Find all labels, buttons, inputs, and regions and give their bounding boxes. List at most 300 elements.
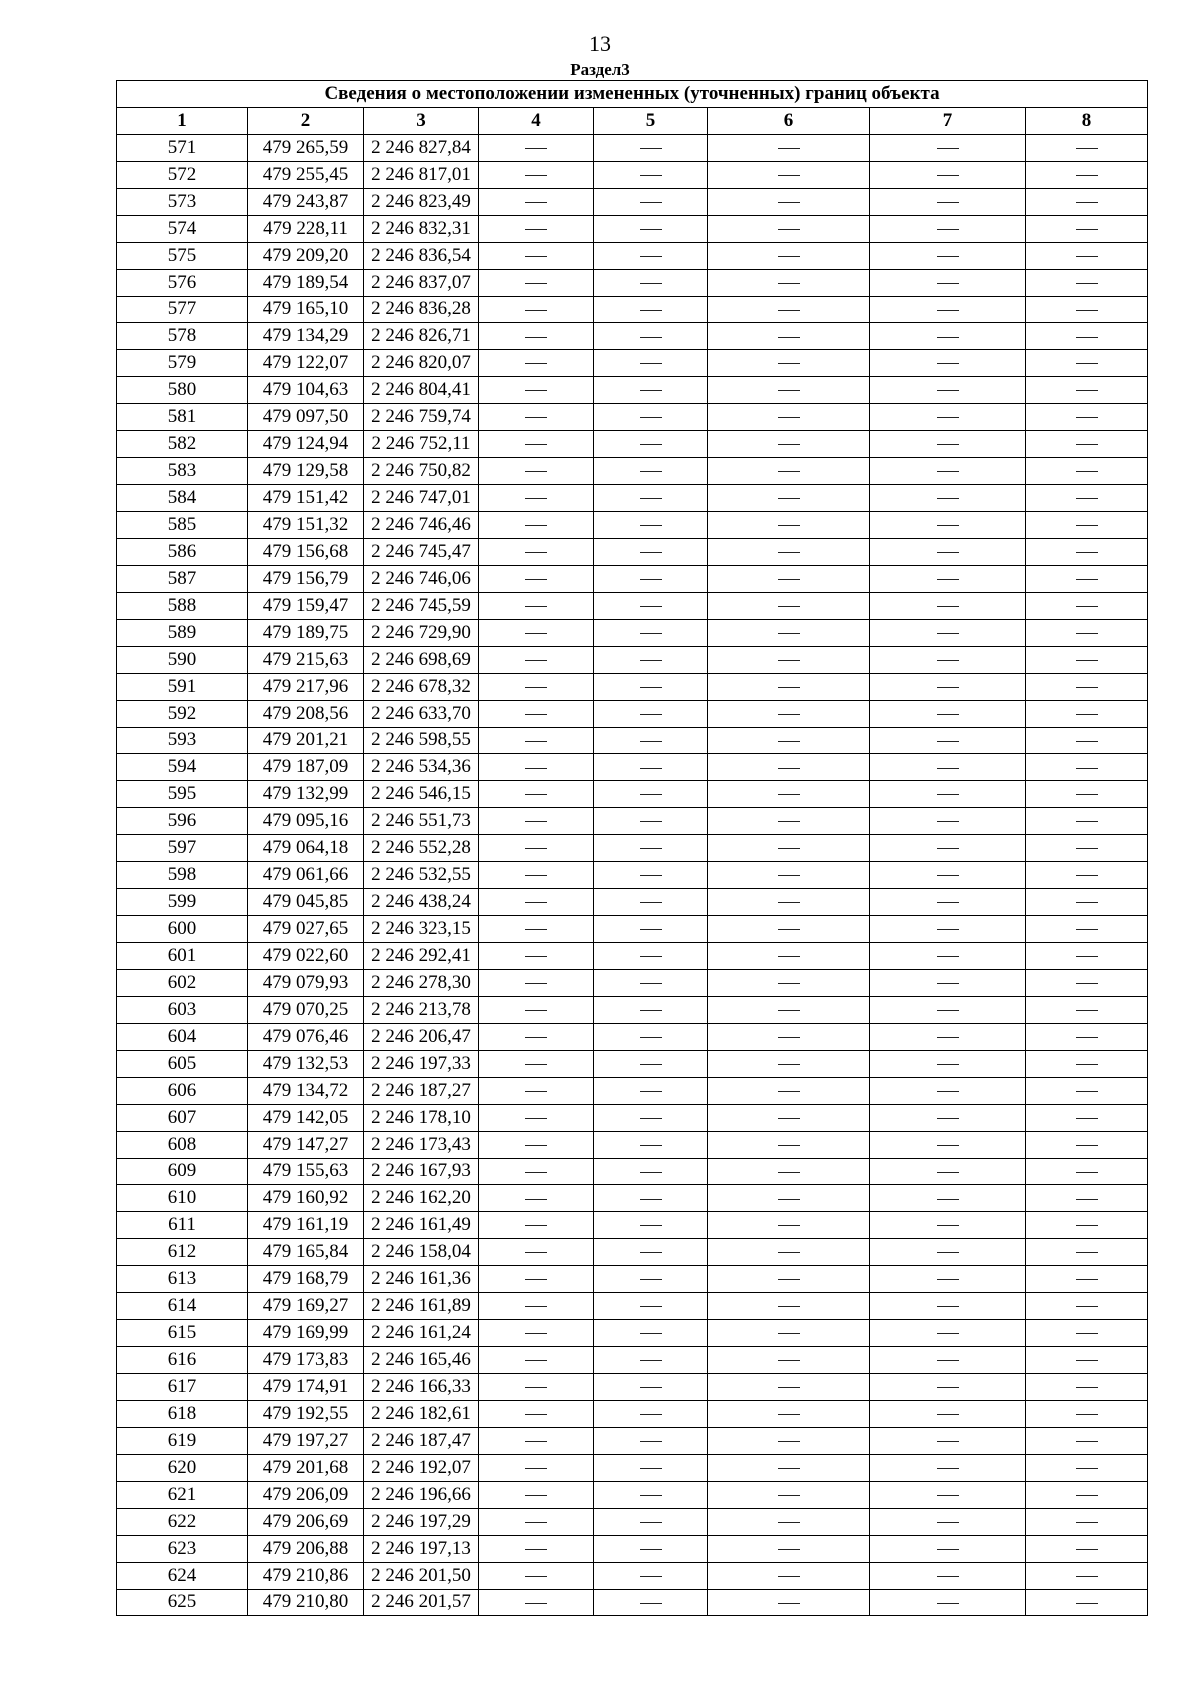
dash-mark (640, 363, 662, 364)
dash-mark (778, 552, 800, 553)
empty-value-cell (870, 458, 1026, 485)
dash-mark (1076, 956, 1098, 957)
dash-mark (1076, 768, 1098, 769)
y-coordinate-cell: 2 246 158,04 (364, 1239, 479, 1266)
dash-mark (1076, 1064, 1098, 1065)
dash-mark (640, 283, 662, 284)
empty-value-cell (708, 1400, 870, 1427)
empty-value-cell (708, 1266, 870, 1293)
dash-mark (778, 1522, 800, 1523)
dash-mark (525, 929, 547, 930)
dash-mark (1076, 1603, 1098, 1604)
empty-value-cell (708, 1077, 870, 1104)
y-coordinate-cell: 2 246 534,36 (364, 754, 479, 781)
x-coordinate-cell: 479 122,07 (248, 350, 364, 377)
dash-mark (1076, 337, 1098, 338)
dash-mark (525, 1549, 547, 1550)
dash-mark (1076, 579, 1098, 580)
y-coordinate-cell: 2 246 206,47 (364, 1023, 479, 1050)
point-number-cell: 589 (117, 619, 248, 646)
dash-mark (778, 1279, 800, 1280)
empty-value-cell (594, 673, 708, 700)
dash-mark (1076, 741, 1098, 742)
y-coordinate-cell: 2 246 820,07 (364, 350, 479, 377)
point-number-cell: 624 (117, 1562, 248, 1589)
dash-mark (525, 1306, 547, 1307)
table-row (117, 1158, 1148, 1185)
dash-mark (525, 1495, 547, 1496)
y-coordinate-cell: 2 246 201,50 (364, 1562, 479, 1589)
y-coordinate-cell: 2 246 546,15 (364, 781, 479, 808)
dash-mark (1076, 687, 1098, 688)
empty-value-cell (1026, 700, 1148, 727)
dash-mark (778, 956, 800, 957)
empty-value-cell (594, 512, 708, 539)
dash-mark (525, 1037, 547, 1038)
dash-mark (1076, 148, 1098, 149)
empty-value-cell (870, 592, 1026, 619)
empty-value-cell (708, 1347, 870, 1374)
empty-value-cell (1026, 161, 1148, 188)
empty-value-cell (870, 296, 1026, 323)
empty-value-cell (708, 646, 870, 673)
dash-mark (525, 956, 547, 957)
dash-mark (525, 983, 547, 984)
dash-mark (640, 579, 662, 580)
empty-value-cell (594, 1023, 708, 1050)
dash-mark (778, 1064, 800, 1065)
empty-value-cell (479, 1347, 594, 1374)
dash-mark (1076, 1441, 1098, 1442)
empty-value-cell (870, 215, 1026, 242)
dash-mark (778, 1468, 800, 1469)
table-row (117, 1374, 1148, 1401)
dash-mark (525, 1360, 547, 1361)
y-coordinate-cell: 2 246 698,69 (364, 646, 479, 673)
empty-value-cell (594, 1400, 708, 1427)
empty-value-cell (1026, 323, 1148, 350)
x-coordinate-cell: 479 160,92 (248, 1185, 364, 1212)
point-number-cell: 596 (117, 808, 248, 835)
y-coordinate-cell: 2 246 532,55 (364, 862, 479, 889)
dash-mark (778, 337, 800, 338)
point-number-cell: 610 (117, 1185, 248, 1212)
table-row (117, 1400, 1148, 1427)
empty-value-cell (870, 188, 1026, 215)
empty-value-cell (1026, 808, 1148, 835)
empty-value-cell (708, 242, 870, 269)
empty-value-cell (708, 1239, 870, 1266)
dash-mark (525, 202, 547, 203)
dash-mark (1076, 1252, 1098, 1253)
dash-mark (525, 794, 547, 795)
empty-value-cell (870, 1374, 1026, 1401)
empty-value-cell (708, 1320, 870, 1347)
dash-mark (1076, 1549, 1098, 1550)
dash-mark (525, 229, 547, 230)
dash-mark (937, 1037, 959, 1038)
table-row (117, 458, 1148, 485)
empty-value-cell (479, 377, 594, 404)
dash-mark (1076, 1522, 1098, 1523)
table-row (117, 1077, 1148, 1104)
x-coordinate-cell: 479 132,99 (248, 781, 364, 808)
empty-value-cell (479, 889, 594, 916)
empty-value-cell (870, 754, 1026, 781)
empty-value-cell (594, 242, 708, 269)
column-header: 2 (248, 107, 364, 134)
point-number-cell: 572 (117, 161, 248, 188)
empty-value-cell (708, 1131, 870, 1158)
dash-mark (937, 956, 959, 957)
empty-value-cell (594, 161, 708, 188)
empty-value-cell (708, 485, 870, 512)
empty-value-cell (1026, 1023, 1148, 1050)
dash-mark (937, 1172, 959, 1173)
empty-value-cell (479, 1293, 594, 1320)
empty-value-cell (708, 700, 870, 727)
empty-value-cell (870, 565, 1026, 592)
point-number-cell: 580 (117, 377, 248, 404)
x-coordinate-cell: 479 064,18 (248, 835, 364, 862)
table-row (117, 646, 1148, 673)
y-coordinate-cell: 2 246 823,49 (364, 188, 479, 215)
point-number-cell: 571 (117, 134, 248, 161)
y-coordinate-cell: 2 246 323,15 (364, 916, 479, 943)
dash-mark (525, 525, 547, 526)
empty-value-cell (870, 377, 1026, 404)
empty-value-cell (594, 889, 708, 916)
dash-mark (640, 1603, 662, 1604)
point-number-cell: 605 (117, 1050, 248, 1077)
empty-value-cell (1026, 835, 1148, 862)
empty-value-cell (708, 323, 870, 350)
empty-value-cell (479, 350, 594, 377)
y-coordinate-cell: 2 246 165,46 (364, 1347, 479, 1374)
point-number-cell: 616 (117, 1347, 248, 1374)
dash-mark (1076, 498, 1098, 499)
y-coordinate-cell: 2 246 837,07 (364, 269, 479, 296)
dash-mark (640, 1387, 662, 1388)
x-coordinate-cell: 479 197,27 (248, 1427, 364, 1454)
y-coordinate-cell: 2 246 817,01 (364, 161, 479, 188)
point-number-cell: 591 (117, 673, 248, 700)
dash-mark (778, 1495, 800, 1496)
dash-mark (778, 229, 800, 230)
x-coordinate-cell: 479 210,80 (248, 1589, 364, 1616)
empty-value-cell (1026, 1320, 1148, 1347)
empty-value-cell (479, 269, 594, 296)
empty-value-cell (594, 1050, 708, 1077)
dash-mark (1076, 1333, 1098, 1334)
x-coordinate-cell: 479 151,32 (248, 512, 364, 539)
dash-mark (937, 633, 959, 634)
point-number-cell: 581 (117, 404, 248, 431)
empty-value-cell (1026, 404, 1148, 431)
empty-value-cell (594, 1535, 708, 1562)
dash-mark (1076, 929, 1098, 930)
dash-mark (778, 875, 800, 876)
empty-value-cell (594, 1347, 708, 1374)
empty-value-cell (870, 1158, 1026, 1185)
x-coordinate-cell: 479 255,45 (248, 161, 364, 188)
dash-mark (640, 1118, 662, 1119)
dash-mark (525, 1199, 547, 1200)
point-number-cell: 617 (117, 1374, 248, 1401)
dash-mark (525, 1468, 547, 1469)
dash-mark (937, 1495, 959, 1496)
dash-mark (937, 1522, 959, 1523)
dash-mark (937, 1279, 959, 1280)
dash-mark (778, 1549, 800, 1550)
table-row (117, 700, 1148, 727)
table-row (117, 188, 1148, 215)
empty-value-cell (1026, 754, 1148, 781)
empty-value-cell (1026, 781, 1148, 808)
point-number-cell: 620 (117, 1454, 248, 1481)
empty-value-cell (479, 161, 594, 188)
table-row (117, 1347, 1148, 1374)
dash-mark (1076, 1172, 1098, 1173)
y-coordinate-cell: 2 246 836,54 (364, 242, 479, 269)
point-number-cell: 601 (117, 943, 248, 970)
empty-value-cell (594, 1266, 708, 1293)
dash-mark (640, 390, 662, 391)
dash-mark (1076, 1199, 1098, 1200)
dash-mark (937, 794, 959, 795)
dash-mark (1076, 714, 1098, 715)
empty-value-cell (870, 808, 1026, 835)
empty-value-cell (479, 943, 594, 970)
dash-mark (937, 1306, 959, 1307)
dash-mark (937, 337, 959, 338)
x-coordinate-cell: 479 169,27 (248, 1293, 364, 1320)
table-row (117, 943, 1148, 970)
empty-value-cell (479, 1562, 594, 1589)
point-number-cell: 574 (117, 215, 248, 242)
dash-mark (640, 1252, 662, 1253)
table-row (117, 727, 1148, 754)
y-coordinate-cell: 2 246 826,71 (364, 323, 479, 350)
dash-mark (640, 552, 662, 553)
empty-value-cell (1026, 673, 1148, 700)
empty-value-cell (870, 1293, 1026, 1320)
empty-value-cell (594, 862, 708, 889)
dash-mark (778, 1199, 800, 1200)
empty-value-cell (594, 916, 708, 943)
x-coordinate-cell: 479 076,46 (248, 1023, 364, 1050)
table-row (117, 916, 1148, 943)
table-row (117, 996, 1148, 1023)
dash-mark (640, 741, 662, 742)
point-number-cell: 587 (117, 565, 248, 592)
dash-mark (525, 1603, 547, 1604)
y-coordinate-cell: 2 246 832,31 (364, 215, 479, 242)
dash-mark (778, 202, 800, 203)
dash-mark (937, 741, 959, 742)
empty-value-cell (479, 1212, 594, 1239)
empty-value-cell (1026, 592, 1148, 619)
y-coordinate-cell: 2 246 745,59 (364, 592, 479, 619)
empty-value-cell (708, 404, 870, 431)
dash-mark (937, 1360, 959, 1361)
dash-mark (1076, 983, 1098, 984)
empty-value-cell (594, 538, 708, 565)
empty-value-cell (1026, 619, 1148, 646)
point-number-cell: 576 (117, 269, 248, 296)
y-coordinate-cell: 2 246 197,33 (364, 1050, 479, 1077)
empty-value-cell (870, 943, 1026, 970)
table-row (117, 1023, 1148, 1050)
empty-value-cell (479, 646, 594, 673)
x-coordinate-cell: 479 151,42 (248, 485, 364, 512)
dash-mark (640, 1306, 662, 1307)
dash-mark (640, 606, 662, 607)
dash-mark (525, 1225, 547, 1226)
empty-value-cell (1026, 1562, 1148, 1589)
dash-mark (778, 175, 800, 176)
table-row (117, 592, 1148, 619)
empty-value-cell (870, 1400, 1026, 1427)
y-coordinate-cell: 2 246 746,06 (364, 565, 479, 592)
dash-mark (778, 148, 800, 149)
empty-value-cell (1026, 215, 1148, 242)
empty-value-cell (870, 404, 1026, 431)
empty-value-cell (1026, 269, 1148, 296)
y-coordinate-cell: 2 246 213,78 (364, 996, 479, 1023)
point-number-cell: 579 (117, 350, 248, 377)
dash-mark (525, 444, 547, 445)
dash-mark (778, 1360, 800, 1361)
empty-value-cell (594, 323, 708, 350)
empty-value-cell (479, 512, 594, 539)
empty-value-cell (1026, 1481, 1148, 1508)
dash-mark (525, 552, 547, 553)
dash-mark (778, 929, 800, 930)
empty-value-cell (594, 296, 708, 323)
dash-mark (937, 283, 959, 284)
dash-mark (525, 1091, 547, 1092)
empty-value-cell (479, 727, 594, 754)
x-coordinate-cell: 479 045,85 (248, 889, 364, 916)
empty-value-cell (594, 1508, 708, 1535)
empty-value-cell (1026, 350, 1148, 377)
empty-value-cell (479, 1131, 594, 1158)
dash-mark (525, 848, 547, 849)
dash-mark (778, 1091, 800, 1092)
table-row (117, 1481, 1148, 1508)
dash-mark (778, 848, 800, 849)
y-coordinate-cell: 2 246 161,36 (364, 1266, 479, 1293)
empty-value-cell (708, 996, 870, 1023)
empty-value-cell (479, 862, 594, 889)
empty-value-cell (594, 1320, 708, 1347)
column-header: 6 (708, 107, 870, 134)
dash-mark (937, 1225, 959, 1226)
empty-value-cell (708, 431, 870, 458)
empty-value-cell (479, 431, 594, 458)
empty-value-cell (479, 1023, 594, 1050)
empty-value-cell (708, 1185, 870, 1212)
dash-mark (778, 794, 800, 795)
empty-value-cell (479, 1508, 594, 1535)
dash-mark (525, 821, 547, 822)
dash-mark (778, 741, 800, 742)
empty-value-cell (1026, 1293, 1148, 1320)
point-number-cell: 623 (117, 1535, 248, 1562)
point-number-cell: 573 (117, 188, 248, 215)
table-row (117, 512, 1148, 539)
dash-mark (937, 606, 959, 607)
empty-value-cell (870, 269, 1026, 296)
point-number-cell: 599 (117, 889, 248, 916)
empty-value-cell (594, 458, 708, 485)
table-row (117, 1562, 1148, 1589)
empty-value-cell (594, 754, 708, 781)
dash-mark (640, 660, 662, 661)
empty-value-cell (1026, 296, 1148, 323)
dash-mark (778, 1145, 800, 1146)
empty-value-cell (594, 485, 708, 512)
empty-value-cell (708, 808, 870, 835)
dash-mark (640, 229, 662, 230)
x-coordinate-cell: 479 173,83 (248, 1347, 364, 1374)
dash-mark (937, 902, 959, 903)
dash-mark (1076, 175, 1098, 176)
empty-value-cell (594, 404, 708, 431)
point-number-cell: 590 (117, 646, 248, 673)
x-coordinate-cell: 479 228,11 (248, 215, 364, 242)
empty-value-cell (479, 1158, 594, 1185)
dash-mark (640, 956, 662, 957)
point-number-cell: 604 (117, 1023, 248, 1050)
table-row (117, 1320, 1148, 1347)
dash-mark (937, 1252, 959, 1253)
y-coordinate-cell: 2 246 598,55 (364, 727, 479, 754)
empty-value-cell (870, 673, 1026, 700)
x-coordinate-cell: 479 104,63 (248, 377, 364, 404)
empty-value-cell (870, 1023, 1026, 1050)
x-coordinate-cell: 479 124,94 (248, 431, 364, 458)
empty-value-cell (1026, 1131, 1148, 1158)
empty-value-cell (708, 1508, 870, 1535)
empty-value-cell (708, 215, 870, 242)
dash-mark (1076, 606, 1098, 607)
empty-value-cell (708, 188, 870, 215)
empty-value-cell (870, 1212, 1026, 1239)
table-row (117, 835, 1148, 862)
table-row (117, 538, 1148, 565)
empty-value-cell (1026, 862, 1148, 889)
dash-mark (640, 337, 662, 338)
empty-value-cell (594, 646, 708, 673)
empty-value-cell (870, 1239, 1026, 1266)
dash-mark (778, 390, 800, 391)
dash-mark (525, 363, 547, 364)
empty-value-cell (870, 1535, 1026, 1562)
dash-mark (778, 1225, 800, 1226)
x-coordinate-cell: 479 142,05 (248, 1104, 364, 1131)
empty-value-cell (594, 700, 708, 727)
point-number-cell: 603 (117, 996, 248, 1023)
dash-mark (1076, 1279, 1098, 1280)
empty-value-cell (870, 1077, 1026, 1104)
dash-mark (778, 1037, 800, 1038)
empty-value-cell (708, 1293, 870, 1320)
point-number-cell: 619 (117, 1427, 248, 1454)
empty-value-cell (708, 538, 870, 565)
dash-mark (778, 256, 800, 257)
